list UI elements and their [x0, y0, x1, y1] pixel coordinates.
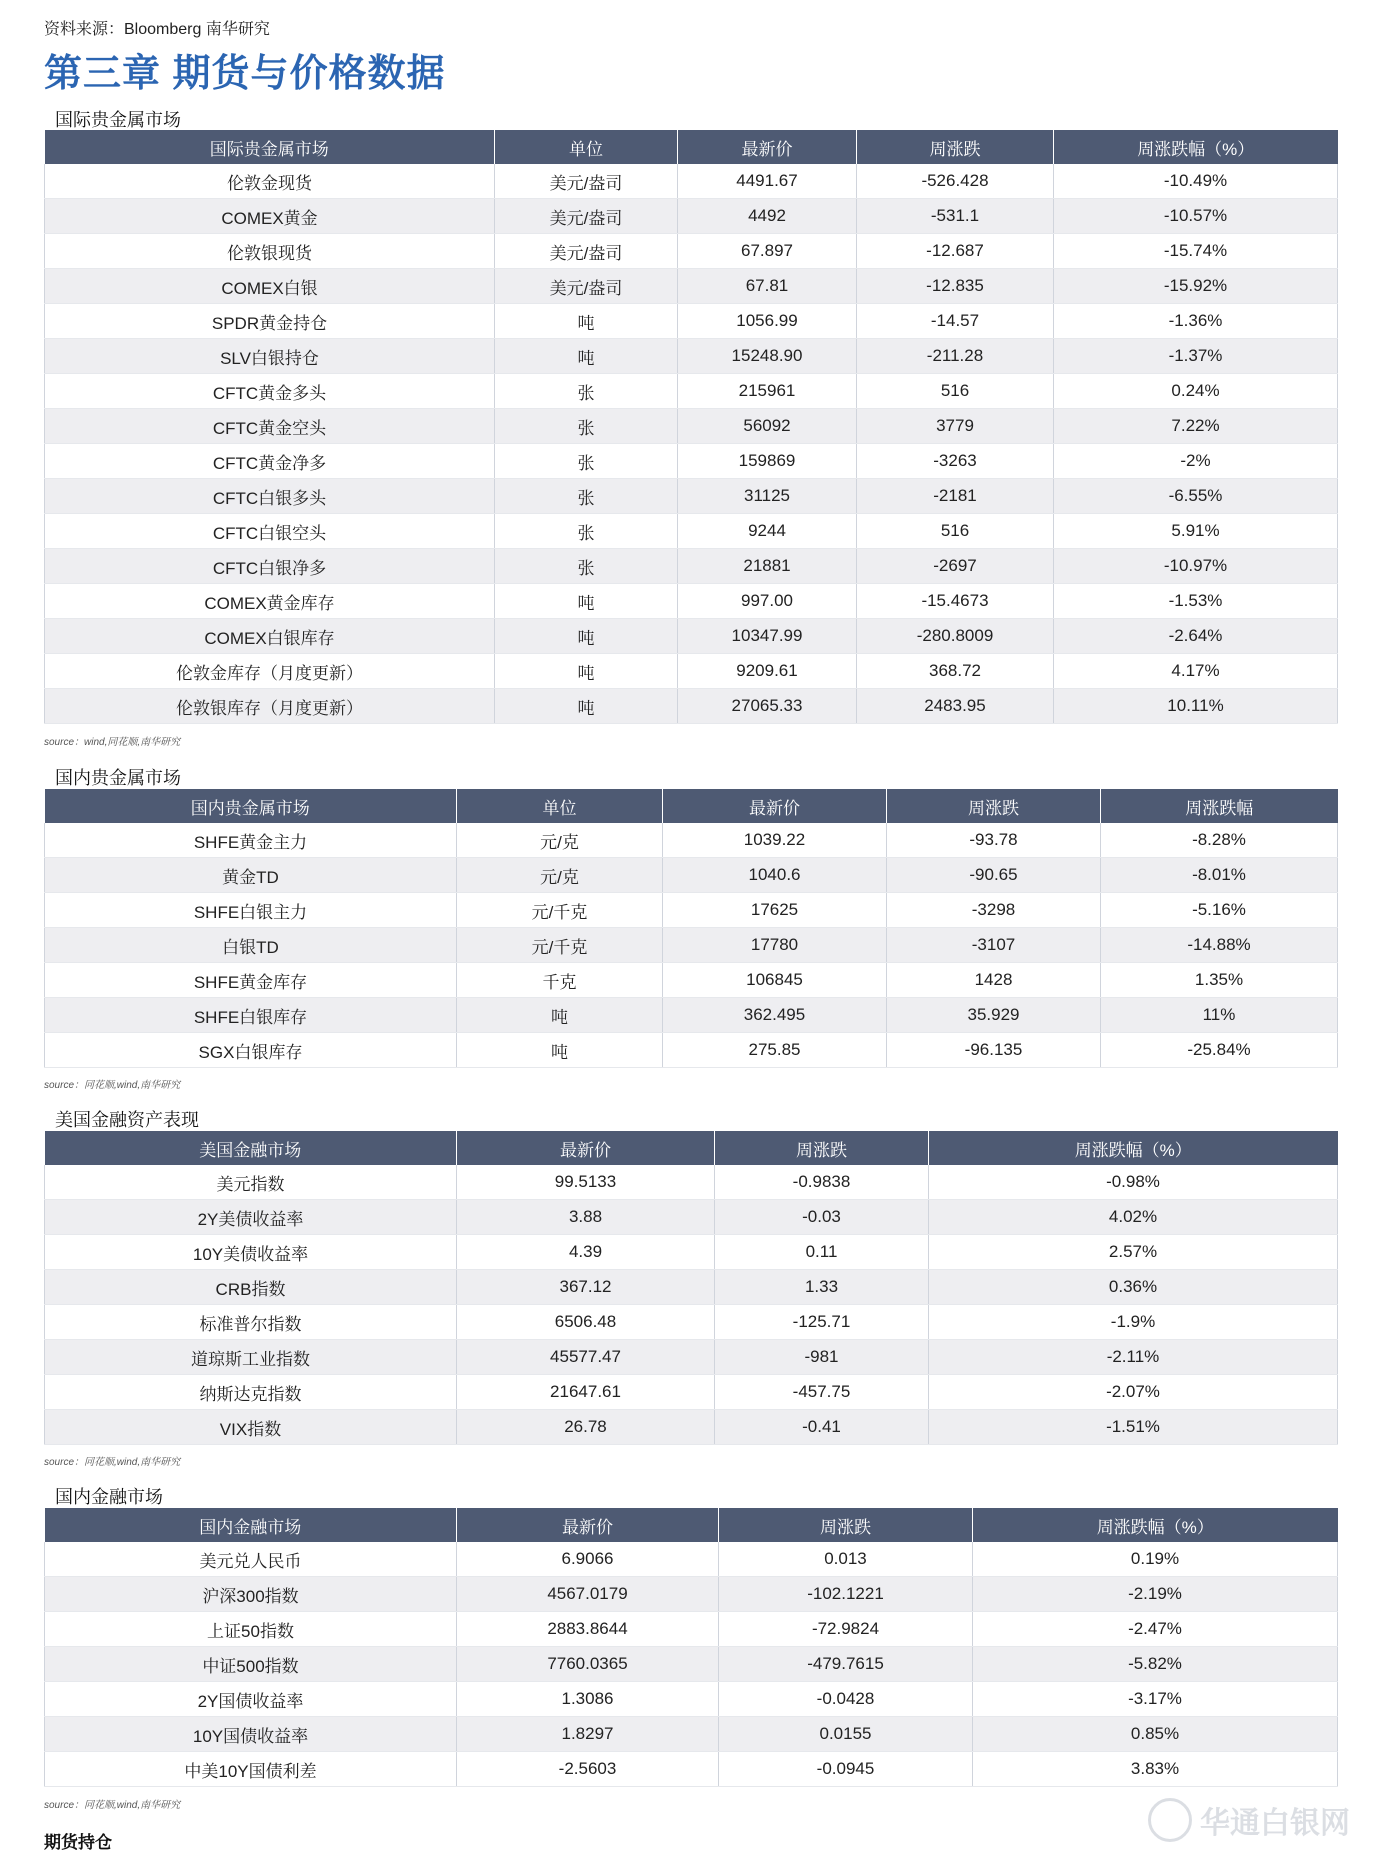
value-cell: -2.07%: [929, 1375, 1338, 1410]
value-cell: 2883.8644: [457, 1612, 719, 1647]
value-cell: 千克: [457, 963, 663, 998]
value-cell: 1040.6: [663, 858, 887, 893]
value-cell: 1056.99: [678, 304, 857, 339]
value-cell: -211.28: [857, 339, 1054, 374]
table-row: [45, 1235, 1338, 1270]
row-label-cell: VIX指数: [45, 1410, 457, 1445]
table-row: [45, 514, 1338, 549]
row-label-cell: 上证50指数: [45, 1612, 457, 1647]
value-cell: 吨: [495, 339, 678, 374]
value-cell: 4.39: [457, 1235, 715, 1270]
value-cell: -2697: [857, 549, 1054, 584]
value-cell: -981: [715, 1340, 929, 1375]
row-label-cell: CFTC白银净多: [45, 549, 495, 584]
row-label-cell: 中证500指数: [45, 1647, 457, 1682]
column-header: 最新价: [457, 1131, 715, 1165]
value-cell: 4.02%: [929, 1200, 1338, 1235]
value-cell: 6506.48: [457, 1305, 715, 1340]
table-row: [45, 823, 1338, 858]
value-cell: 516: [857, 514, 1054, 549]
value-cell: -12.835: [857, 269, 1054, 304]
value-cell: 7.22%: [1054, 409, 1338, 444]
value-cell: 10.11%: [1054, 689, 1338, 724]
value-cell: 吨: [495, 304, 678, 339]
value-cell: -0.0428: [719, 1682, 973, 1717]
value-cell: -2%: [1054, 444, 1338, 479]
value-cell: 1.33: [715, 1270, 929, 1305]
value-cell: 张: [495, 514, 678, 549]
value-cell: 6.9066: [457, 1542, 719, 1577]
value-cell: 0.013: [719, 1542, 973, 1577]
value-cell: 元/克: [457, 823, 663, 858]
table-row: [45, 584, 1338, 619]
row-label-cell: 黄金TD: [45, 858, 457, 893]
column-header: 最新价: [678, 130, 857, 164]
table-header-row: [45, 789, 1338, 823]
value-cell: 吨: [495, 689, 678, 724]
value-cell: 1.8297: [457, 1717, 719, 1752]
row-label-cell: SHFE黄金主力: [45, 823, 457, 858]
value-cell: -15.92%: [1054, 269, 1338, 304]
value-cell: 0.19%: [973, 1542, 1338, 1577]
value-cell: -10.97%: [1054, 549, 1338, 584]
value-cell: 4492: [678, 199, 857, 234]
row-label-cell: CFTC黄金多头: [45, 374, 495, 409]
value-cell: 元/千克: [457, 893, 663, 928]
value-cell: 56092: [678, 409, 857, 444]
value-cell: 9209.61: [678, 654, 857, 689]
value-cell: -93.78: [887, 823, 1101, 858]
row-label-cell: 伦敦金现货: [45, 164, 495, 199]
value-cell: 1039.22: [663, 823, 887, 858]
value-cell: 2483.95: [857, 689, 1054, 724]
value-cell: 67.81: [678, 269, 857, 304]
table-row: [45, 1200, 1338, 1235]
value-cell: -12.687: [857, 234, 1054, 269]
value-cell: 0.36%: [929, 1270, 1338, 1305]
value-cell: 0.11: [715, 1235, 929, 1270]
table-row: [45, 479, 1338, 514]
row-label-cell: COMEX黄金库存: [45, 584, 495, 619]
value-cell: -0.03: [715, 1200, 929, 1235]
table-row: [45, 654, 1338, 689]
value-cell: -1.53%: [1054, 584, 1338, 619]
table-row: [45, 1577, 1338, 1612]
report-source-line: 资料来源：Bloomberg 南华研究: [44, 21, 270, 38]
value-cell: -6.55%: [1054, 479, 1338, 514]
row-label-cell: 白银TD: [45, 928, 457, 963]
table-row: [45, 234, 1338, 269]
value-cell: -280.8009: [857, 619, 1054, 654]
value-cell: 9244: [678, 514, 857, 549]
column-header: 周涨跌: [887, 789, 1101, 823]
table-row: [45, 1340, 1338, 1375]
value-cell: -3107: [887, 928, 1101, 963]
value-cell: 21881: [678, 549, 857, 584]
table-row: [45, 1270, 1338, 1305]
value-cell: -0.98%: [929, 1165, 1338, 1200]
row-label-cell: COMEX白银库存: [45, 619, 495, 654]
table-row: [45, 1033, 1338, 1068]
value-cell: -3.17%: [973, 1682, 1338, 1717]
value-cell: 275.85: [663, 1033, 887, 1068]
column-header: 周涨跌幅: [1101, 789, 1338, 823]
table-row: [45, 304, 1338, 339]
value-cell: 0.24%: [1054, 374, 1338, 409]
value-cell: -531.1: [857, 199, 1054, 234]
value-cell: -8.01%: [1101, 858, 1338, 893]
value-cell: 27065.33: [678, 689, 857, 724]
value-cell: 吨: [495, 619, 678, 654]
value-cell: -0.9838: [715, 1165, 929, 1200]
table-row: [45, 409, 1338, 444]
value-cell: -8.28%: [1101, 823, 1338, 858]
value-cell: 吨: [457, 998, 663, 1033]
row-label-cell: CRB指数: [45, 1270, 457, 1305]
table-row: [45, 1542, 1338, 1577]
section-title-us-financial: 美国金融资产表现: [55, 1110, 199, 1130]
value-cell: 3.88: [457, 1200, 715, 1235]
column-header: 周涨跌幅（%）: [973, 1508, 1338, 1542]
table-row: [45, 1647, 1338, 1682]
column-header: 周涨跌: [719, 1508, 973, 1542]
value-cell: 1428: [887, 963, 1101, 998]
watermark-logo: [1148, 1790, 1363, 1850]
value-cell: 159869: [678, 444, 857, 479]
value-cell: 4.17%: [1054, 654, 1338, 689]
value-cell: 1.3086: [457, 1682, 719, 1717]
column-header: 最新价: [663, 789, 887, 823]
value-cell: -96.135: [887, 1033, 1101, 1068]
table-source-note: source：同花顺,wind,南华研究: [44, 1800, 181, 1811]
value-cell: 0.85%: [973, 1717, 1338, 1752]
value-cell: -14.88%: [1101, 928, 1338, 963]
section-title-domestic-financial: 国内金融市场: [55, 1487, 163, 1507]
section-title-intl-precious: 国际贵金属市场: [55, 110, 181, 130]
value-cell: 15248.90: [678, 339, 857, 374]
value-cell: -526.428: [857, 164, 1054, 199]
value-cell: -3298: [887, 893, 1101, 928]
table-row: [45, 689, 1338, 724]
row-label-cell: 伦敦金库存（月度更新）: [45, 654, 495, 689]
value-cell: 7760.0365: [457, 1647, 719, 1682]
value-cell: 17780: [663, 928, 887, 963]
value-cell: -3263: [857, 444, 1054, 479]
value-cell: 张: [495, 374, 678, 409]
table-row: [45, 199, 1338, 234]
next-section-label: 期货持仓: [44, 1833, 112, 1852]
column-header: 单位: [495, 130, 678, 164]
intl-precious-table: [44, 130, 1338, 724]
value-cell: 吨: [495, 584, 678, 619]
column-header: 周涨跌: [715, 1131, 929, 1165]
value-cell: -14.57: [857, 304, 1054, 339]
value-cell: 0.0155: [719, 1717, 973, 1752]
value-cell: -1.36%: [1054, 304, 1338, 339]
domestic-precious-table: [44, 789, 1338, 1068]
table-row: [45, 374, 1338, 409]
value-cell: -102.1221: [719, 1577, 973, 1612]
value-cell: -5.16%: [1101, 893, 1338, 928]
section-title-domestic-precious: 国内贵金属市场: [55, 768, 181, 788]
value-cell: 张: [495, 549, 678, 584]
domestic-financial-table: [44, 1508, 1338, 1787]
value-cell: -0.0945: [719, 1752, 973, 1787]
value-cell: 2.57%: [929, 1235, 1338, 1270]
value-cell: 4567.0179: [457, 1577, 719, 1612]
value-cell: -0.41: [715, 1410, 929, 1445]
value-cell: -15.4673: [857, 584, 1054, 619]
column-header: 周涨跌幅（%）: [929, 1131, 1338, 1165]
value-cell: 215961: [678, 374, 857, 409]
table-row: [45, 164, 1338, 199]
value-cell: 美元/盎司: [495, 199, 678, 234]
column-header: 国际贵金属市场: [45, 130, 495, 164]
row-label-cell: 10Y国债收益率: [45, 1717, 457, 1752]
value-cell: 11%: [1101, 998, 1338, 1033]
value-cell: -2.47%: [973, 1612, 1338, 1647]
column-header: 美国金融市场: [45, 1131, 457, 1165]
row-label-cell: 中美10Y国债利差: [45, 1752, 457, 1787]
value-cell: 99.5133: [457, 1165, 715, 1200]
row-label-cell: 道琼斯工业指数: [45, 1340, 457, 1375]
table-row: [45, 1375, 1338, 1410]
value-cell: 元/千克: [457, 928, 663, 963]
us-financial-table: [44, 1131, 1338, 1445]
watermark-circle-icon: [1148, 1798, 1192, 1842]
table-row: [45, 1612, 1338, 1647]
value-cell: 17625: [663, 893, 887, 928]
row-label-cell: CFTC黄金净多: [45, 444, 495, 479]
row-label-cell: 纳斯达克指数: [45, 1375, 457, 1410]
value-cell: 67.897: [678, 234, 857, 269]
column-header: 单位: [457, 789, 663, 823]
table-row: [45, 1305, 1338, 1340]
table-row: [45, 619, 1338, 654]
value-cell: -1.51%: [929, 1410, 1338, 1445]
table-row: [45, 858, 1338, 893]
row-label-cell: SHFE白银库存: [45, 998, 457, 1033]
value-cell: 362.495: [663, 998, 887, 1033]
table-row: [45, 269, 1338, 304]
table-row: [45, 1752, 1338, 1787]
value-cell: 26.78: [457, 1410, 715, 1445]
value-cell: 1.35%: [1101, 963, 1338, 998]
row-label-cell: SHFE黄金库存: [45, 963, 457, 998]
row-label-cell: 标准普尔指数: [45, 1305, 457, 1340]
row-label-cell: 10Y美债收益率: [45, 1235, 457, 1270]
row-label-cell: 美元兑人民币: [45, 1542, 457, 1577]
value-cell: 3.83%: [973, 1752, 1338, 1787]
value-cell: -10.57%: [1054, 199, 1338, 234]
value-cell: 美元/盎司: [495, 269, 678, 304]
value-cell: 45577.47: [457, 1340, 715, 1375]
table-row: [45, 339, 1338, 374]
value-cell: 3779: [857, 409, 1054, 444]
value-cell: -72.9824: [719, 1612, 973, 1647]
value-cell: -2.11%: [929, 1340, 1338, 1375]
value-cell: 美元/盎司: [495, 234, 678, 269]
value-cell: -5.82%: [973, 1647, 1338, 1682]
value-cell: -2.64%: [1054, 619, 1338, 654]
value-cell: 吨: [457, 1033, 663, 1068]
row-label-cell: 沪深300指数: [45, 1577, 457, 1612]
column-header: 周涨跌: [857, 130, 1054, 164]
value-cell: 张: [495, 444, 678, 479]
value-cell: 张: [495, 409, 678, 444]
table-row: [45, 444, 1338, 479]
table-row: [45, 963, 1338, 998]
table-row: [45, 1165, 1338, 1200]
value-cell: 35.929: [887, 998, 1101, 1033]
row-label-cell: 美元指数: [45, 1165, 457, 1200]
value-cell: 张: [495, 479, 678, 514]
row-label-cell: CFTC白银空头: [45, 514, 495, 549]
value-cell: -90.65: [887, 858, 1101, 893]
row-label-cell: COMEX黄金: [45, 199, 495, 234]
value-cell: 31125: [678, 479, 857, 514]
value-cell: -15.74%: [1054, 234, 1338, 269]
row-label-cell: CFTC白银多头: [45, 479, 495, 514]
column-header: 国内贵金属市场: [45, 789, 457, 823]
value-cell: -25.84%: [1101, 1033, 1338, 1068]
table-source-note: source：同花顺,wind,南华研究: [44, 1457, 181, 1468]
table-source-note: source：同花顺,wind,南华研究: [44, 1080, 181, 1091]
table-row: [45, 1682, 1338, 1717]
row-label-cell: 2Y美债收益率: [45, 1200, 457, 1235]
row-label-cell: CFTC黄金空头: [45, 409, 495, 444]
value-cell: -479.7615: [719, 1647, 973, 1682]
value-cell: 元/克: [457, 858, 663, 893]
value-cell: -2.19%: [973, 1577, 1338, 1612]
value-cell: -457.75: [715, 1375, 929, 1410]
row-label-cell: SPDR黄金持仓: [45, 304, 495, 339]
table-header-row: [45, 1508, 1338, 1542]
value-cell: 4491.67: [678, 164, 857, 199]
table-row: [45, 998, 1338, 1033]
table-header-row: [45, 1131, 1338, 1165]
value-cell: 吨: [495, 654, 678, 689]
value-cell: -125.71: [715, 1305, 929, 1340]
row-label-cell: COMEX白银: [45, 269, 495, 304]
value-cell: -2.5603: [457, 1752, 719, 1787]
table-row: [45, 928, 1338, 963]
value-cell: -2181: [857, 479, 1054, 514]
value-cell: 美元/盎司: [495, 164, 678, 199]
value-cell: -10.49%: [1054, 164, 1338, 199]
column-header: 国内金融市场: [45, 1508, 457, 1542]
value-cell: 997.00: [678, 584, 857, 619]
chapter-title: 第三章 期货与价格数据: [44, 53, 446, 95]
value-cell: 368.72: [857, 654, 1054, 689]
table-row: [45, 549, 1338, 584]
value-cell: -1.37%: [1054, 339, 1338, 374]
value-cell: 367.12: [457, 1270, 715, 1305]
row-label-cell: 伦敦银现货: [45, 234, 495, 269]
table-source-note: source：wind,同花顺,南华研究: [44, 737, 181, 748]
value-cell: 5.91%: [1054, 514, 1338, 549]
table-header-row: [45, 130, 1338, 164]
value-cell: 106845: [663, 963, 887, 998]
table-row: [45, 1717, 1338, 1752]
row-label-cell: SLV白银持仓: [45, 339, 495, 374]
table-row: [45, 1410, 1338, 1445]
value-cell: 516: [857, 374, 1054, 409]
row-label-cell: SHFE白银主力: [45, 893, 457, 928]
value-cell: -1.9%: [929, 1305, 1338, 1340]
column-header: 周涨跌幅（%）: [1054, 130, 1338, 164]
row-label-cell: 伦敦银库存（月度更新）: [45, 689, 495, 724]
row-label-cell: 2Y国债收益率: [45, 1682, 457, 1717]
value-cell: 21647.61: [457, 1375, 715, 1410]
watermark-text: 华通白银网: [1200, 1807, 1350, 1840]
row-label-cell: SGX白银库存: [45, 1033, 457, 1068]
value-cell: 10347.99: [678, 619, 857, 654]
column-header: 最新价: [457, 1508, 719, 1542]
table-row: [45, 893, 1338, 928]
